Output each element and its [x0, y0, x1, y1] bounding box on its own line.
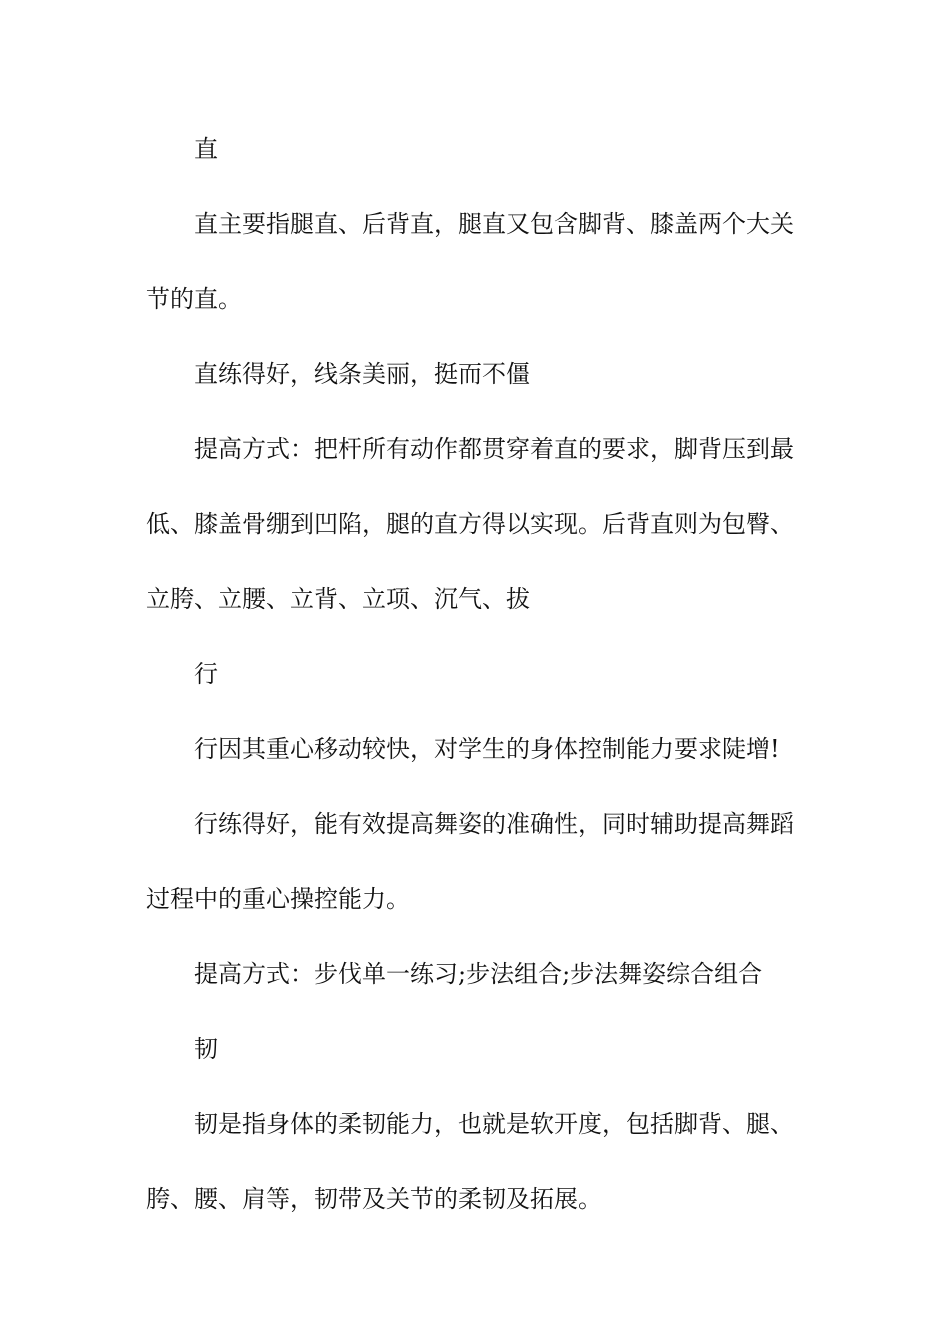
paragraph-xing-method: 提高方式：步伐单一练习;步法组合;步法舞姿综合组合 [194, 960, 763, 988]
paragraph-ren-definition: 韧是指身体的柔韧能力，也就是软开度，包括脚背、腿、胯、腰、肩等，韧带及关节的柔韧及拓展。 [146, 1110, 794, 1213]
paragraph-zhi-definition: 直主要指腿直、后背直，腿直又包含脚背、膝盖两个大关节的直。 [146, 210, 794, 313]
section-heading-zhi: 直 [194, 135, 218, 163]
section-heading-xing: 行 [194, 660, 218, 688]
document-body [146, 112, 810, 1237]
section-heading-ren: 韧 [194, 1035, 218, 1063]
paragraph-xing-benefit: 行练得好，能有效提高舞姿的准确性，同时辅助提高舞蹈过程中的重心操控能力。 [146, 810, 794, 913]
paragraph-xing-definition: 行因其重心移动较快，对学生的身体控制能力要求陡增! [194, 735, 780, 763]
paragraph-zhi-benefit: 直练得好，线条美丽，挺而不僵 [194, 360, 530, 388]
paragraph-zhi-method: 提高方式：把杆所有动作都贯穿着直的要求，脚背压到最低、膝盖骨绷到凹陷，腿的直方得以实现。后背直则为包臀、立胯、立腰、立背、立项、沉气、拔 [146, 435, 794, 613]
